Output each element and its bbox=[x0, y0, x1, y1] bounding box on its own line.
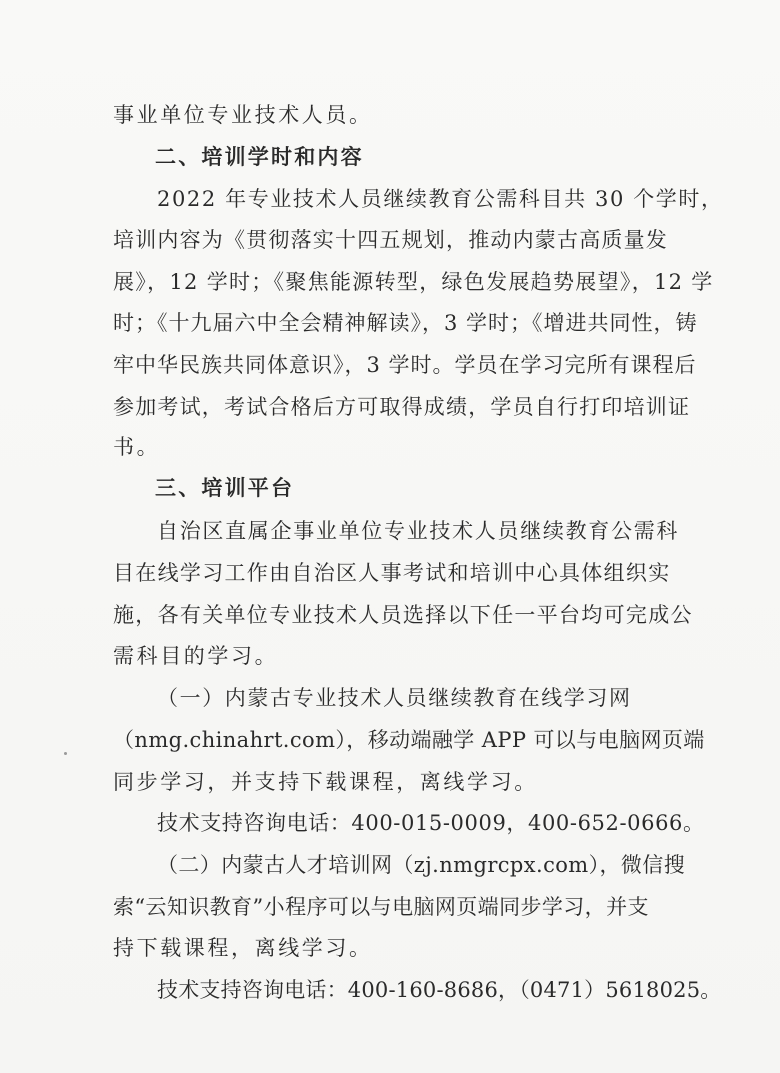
text-line: 目在线学习工作由自治区人事考试和培训中心具体组织实 bbox=[113, 561, 671, 585]
tech-support-phone-1: 技术支持咨询电话：400-015-0009，400-652-0666。 bbox=[157, 811, 705, 835]
text-line: 展》，12 学时；《聚焦能源转型，绿色发展趋势展望》，12 学 bbox=[113, 270, 714, 294]
text-line: （nmg.chinahrt.com），移动端融学 APP 可以与电脑网页端 bbox=[113, 728, 705, 752]
text-line: 施，各有关单位专业技术人员选择以下任一平台均可完成公 bbox=[113, 603, 693, 627]
text-line: 时；《十九届六中全会精神解读》，3 学时；《增进共同性，铸 bbox=[113, 311, 698, 335]
text-line: 持下载课程，离线学习。 bbox=[113, 936, 373, 960]
text-line: （一）内蒙古专业技术人员继续教育在线学习网 bbox=[157, 686, 632, 710]
section-heading-hours-content: 二、培训学时和内容 bbox=[155, 145, 364, 169]
text-line: 索“云知识教育”小程序可以与电脑网页端同步学习，并支 bbox=[113, 895, 649, 919]
text-line: 书。 bbox=[113, 435, 161, 459]
tech-support-phone-2: 技术支持咨询电话：400-160-8686，（0471）5618025。 bbox=[157, 978, 722, 1002]
text-line: 需科目的学习。 bbox=[113, 644, 279, 668]
text-line: 自治区直属企事业单位专业技术人员继续教育公需科 bbox=[157, 519, 680, 543]
text-line: 事业单位专业技术人员。 bbox=[113, 103, 373, 127]
text-line: 培训内容为《贯彻落实十四五规划，推动内蒙古高质量发 bbox=[113, 228, 668, 252]
section-heading-platform: 三、培训平台 bbox=[155, 476, 295, 500]
scan-speck bbox=[64, 752, 67, 755]
text-line: （二）内蒙古人才培训网（zj.nmgrcpx.com），微信搜 bbox=[157, 853, 686, 877]
text-line: 参加考试，考试合格后方可取得成绩，学员自行打印培训证 bbox=[113, 395, 691, 419]
text-line: 牢中华民族共同体意识》，3 学时。学员在学习完所有课程后 bbox=[113, 353, 697, 377]
text-line: 2022 年专业技术人员继续教育公需科目共 30 个学时， bbox=[157, 187, 724, 211]
text-line: 同步学习，并支持下载课程，离线学习。 bbox=[113, 770, 538, 794]
